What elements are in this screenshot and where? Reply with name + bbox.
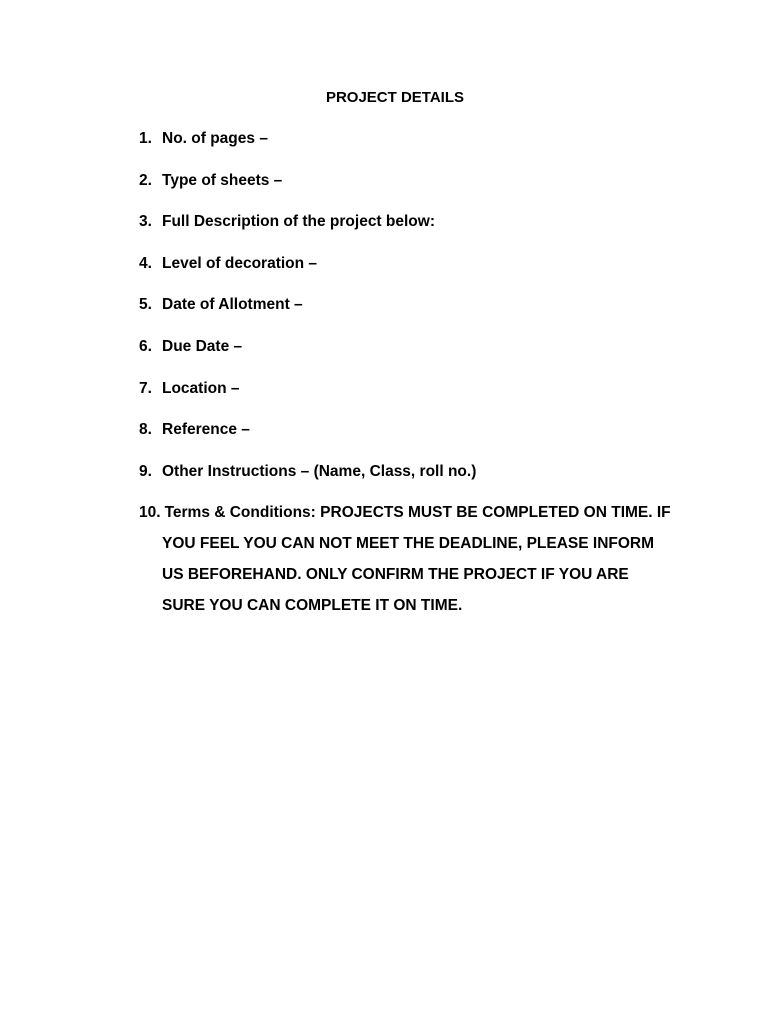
list-item-text: Reference – xyxy=(162,421,250,439)
list-item-decoration xyxy=(139,253,669,295)
list-item-terms xyxy=(139,497,669,621)
list-item-text: No. of pages – xyxy=(162,130,268,147)
list-item-reference xyxy=(139,419,669,461)
page-title: PROJECT DETAILS xyxy=(325,89,465,106)
list-item-number: 4. xyxy=(139,254,152,272)
list-item-text: Level of decoration – xyxy=(162,254,318,272)
list-item-pages xyxy=(139,128,669,170)
list-item-allotment-date xyxy=(139,294,669,336)
list-item-other-instructions xyxy=(139,461,669,503)
list-item-due-date xyxy=(139,336,669,378)
list-item-number: 1. xyxy=(139,130,152,147)
list-item-text: Date of Allotment – xyxy=(162,296,303,314)
terms-text: PROJECTS MUST BE COMPLETED ON TIME. IF YOU FEEL YOU CAN NOT MEET THE DEADLINE, PLEASE INFORM US BEFOREHAND. ONLY CONFIRM THE PROJECT IF YOU ARE SURE YOU CAN COMPLETE IT ON TIME. xyxy=(162,504,671,615)
list-item-sheets xyxy=(139,170,669,212)
list-item-text: Due Date – xyxy=(162,337,243,355)
list-item-number: 10. xyxy=(139,504,161,522)
list-item-number: 5. xyxy=(139,296,152,314)
list-item-number: 3. xyxy=(139,213,152,231)
list-item-text: Other Instructions – (Name, Class, roll no.) xyxy=(162,462,477,480)
list-item-number: 2. xyxy=(139,171,152,189)
list-item-location xyxy=(139,378,669,420)
list-item-number: 7. xyxy=(139,379,152,397)
project-details-list xyxy=(139,128,669,621)
terms-label: Terms & Conditions: xyxy=(164,504,316,522)
list-item-text: Location – xyxy=(162,379,240,397)
list-item-text: Type of sheets – xyxy=(162,171,283,189)
list-item-number: 9. xyxy=(139,462,152,480)
list-item-number: 6. xyxy=(139,337,152,355)
list-item-description xyxy=(139,211,669,253)
terms-paragraph xyxy=(139,497,672,621)
list-item-number: 8. xyxy=(139,421,152,439)
list-item-text: Full Description of the project below: xyxy=(162,213,435,231)
